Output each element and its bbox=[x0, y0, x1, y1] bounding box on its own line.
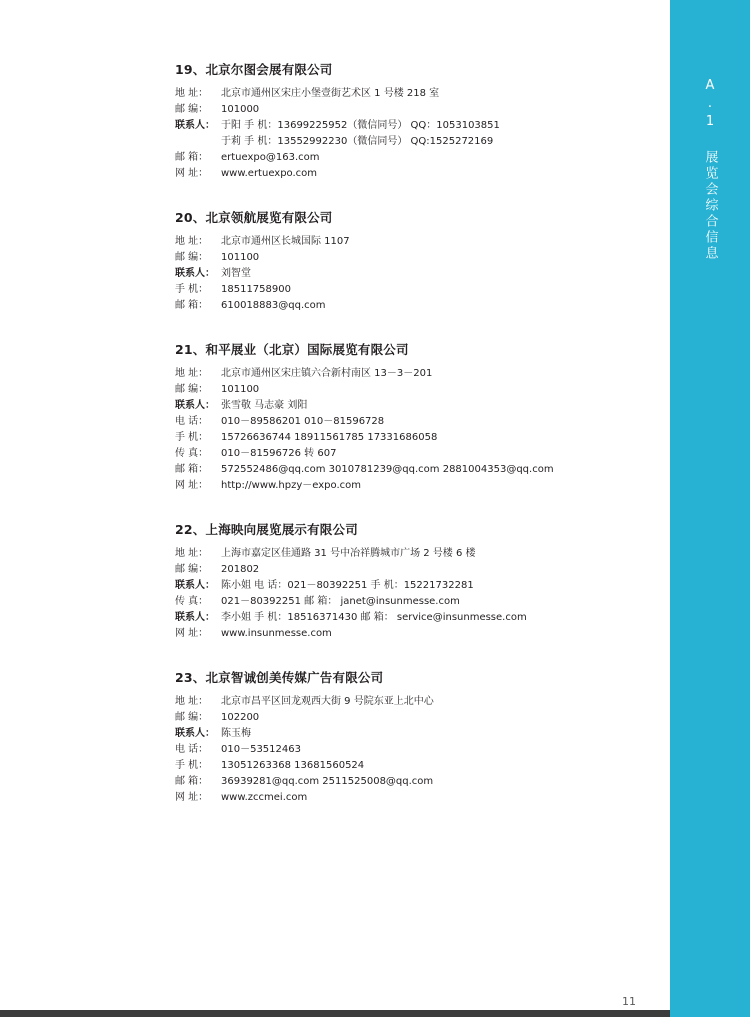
entry-field-label: 手 机： bbox=[175, 432, 209, 443]
entry-field bbox=[175, 546, 595, 562]
entry-field-label: 地 址： bbox=[175, 696, 209, 707]
entry-field-value: 102200 bbox=[221, 712, 260, 723]
entry-field bbox=[175, 790, 595, 806]
entry-field-label: 传 真： bbox=[175, 448, 209, 459]
entry-field-value: 010－89586201 010－81596728 bbox=[221, 416, 385, 427]
entry-field bbox=[175, 266, 595, 282]
entry-field-label: 邮 编： bbox=[175, 252, 209, 263]
entry-field bbox=[175, 382, 595, 398]
entry-field-value: 北京市昌平区回龙观西大街 9 号院东亚上北中心 bbox=[221, 696, 434, 707]
entry-field-value: 610018883@qq.com bbox=[221, 300, 326, 311]
entry-field bbox=[175, 478, 595, 494]
entry-field-label: 联系人： bbox=[175, 580, 215, 591]
entry-field bbox=[175, 446, 595, 462]
entry-title: 20、北京领航展览有限公司 bbox=[175, 210, 333, 225]
entry-field-value: http://www.hpzy－expo.com bbox=[221, 480, 362, 491]
entry-field bbox=[175, 366, 595, 382]
entry-field-value: 陈玉梅 bbox=[221, 728, 251, 739]
entry-field bbox=[175, 742, 595, 758]
entry-field bbox=[175, 578, 595, 594]
entry-field-value: 于莉 手 机：13552992230（微信同号） QQ:1525272169 bbox=[221, 136, 494, 147]
entry-field bbox=[175, 462, 595, 478]
entry-title: 22、上海映向展览展示有限公司 bbox=[175, 522, 358, 537]
directory-entry bbox=[175, 668, 595, 806]
entry-field-value: ertuexpo@163.com bbox=[221, 152, 320, 163]
entry-field bbox=[175, 430, 595, 446]
entry-field-value: www.ertuexpo.com bbox=[221, 168, 318, 179]
entry-field bbox=[175, 86, 595, 102]
entry-field-label: 地 址： bbox=[175, 548, 209, 559]
entry-field-label: 网 址： bbox=[175, 480, 209, 491]
entry-field-label: 邮 编： bbox=[175, 712, 209, 723]
entry-field bbox=[175, 102, 595, 118]
entry-field-label: 邮 编： bbox=[175, 384, 209, 395]
directory-entry bbox=[175, 520, 595, 642]
entry-field-label: 手 机： bbox=[175, 284, 209, 295]
entry-field-value: 于阳 手 机：13699225952（微信同号） QQ：1053103851 bbox=[221, 120, 500, 131]
entry-field-value: 572552486@qq.com 3010781239@qq.com 2881004353@qq.com bbox=[221, 464, 554, 475]
entry-field-value: 北京市通州区宋庄镇六合新村南区 13－3－201 bbox=[221, 368, 433, 379]
entry-field-value: 101100 bbox=[221, 252, 260, 263]
entry-field-label: 网 址： bbox=[175, 792, 209, 803]
entry-field bbox=[175, 774, 595, 790]
entry-field bbox=[175, 398, 595, 414]
entry-field-value: 张雪敬 马志豪 刘阳 bbox=[221, 400, 308, 411]
entry-field-value: 201802 bbox=[221, 564, 260, 575]
directory-entry bbox=[175, 340, 595, 494]
entry-field-label: 手 机： bbox=[175, 760, 209, 771]
directory-entry bbox=[175, 60, 595, 182]
entry-field-value: 陈小姐 电 话：021－80392251 手 机：15221732281 bbox=[221, 580, 474, 591]
entry-field bbox=[175, 758, 595, 774]
entry-field bbox=[175, 282, 595, 298]
entry-field-label: 电 话： bbox=[175, 744, 209, 755]
entry-field bbox=[175, 250, 595, 266]
entry-field-label: 地 址： bbox=[175, 88, 209, 99]
entry-field bbox=[175, 134, 595, 150]
entry-title: 21、和平展业（北京）国际展览有限公司 bbox=[175, 342, 409, 357]
entry-field-value: 101000 bbox=[221, 104, 260, 115]
entry-field bbox=[175, 694, 595, 710]
entry-field-value: 上海市嘉定区佳通路 31 号中冶祥腾城市广场 2 号楼 6 楼 bbox=[221, 548, 476, 559]
entry-field-label: 联系人： bbox=[175, 728, 215, 739]
entry-field bbox=[175, 166, 595, 182]
entry-title: 23、北京智诚创美传媒广告有限公司 bbox=[175, 670, 384, 685]
entry-field-label: 电 话： bbox=[175, 416, 209, 427]
entry-field-value: 36939281@qq.com 2511525008@qq.com bbox=[221, 776, 434, 787]
footer-strip bbox=[0, 1010, 750, 1017]
entry-field-value: 010－53512463 bbox=[221, 744, 301, 755]
footer-strip-accent bbox=[670, 1010, 750, 1017]
entry-field-value: 刘智堂 bbox=[221, 268, 251, 279]
entry-field-label: 地 址： bbox=[175, 236, 209, 247]
entry-field bbox=[175, 234, 595, 250]
entry-field-label: 网 址： bbox=[175, 628, 209, 639]
entry-field-value: 北京市通州区宋庄小堡壹街艺术区 1 号楼 218 室 bbox=[221, 88, 440, 99]
entry-field-label: 邮 箱： bbox=[175, 300, 209, 311]
entry-field-value: www.zccmei.com bbox=[221, 792, 308, 803]
section-sidebar bbox=[670, 0, 750, 1010]
entry-field-label: 邮 箱： bbox=[175, 152, 209, 163]
entry-field-label: 联系人： bbox=[175, 120, 215, 131]
entry-field-value: www.insunmesse.com bbox=[221, 628, 332, 639]
entry-field-value: 101100 bbox=[221, 384, 260, 395]
entry-field bbox=[175, 150, 595, 166]
entry-field-label: 邮 箱： bbox=[175, 776, 209, 787]
entry-field bbox=[175, 562, 595, 578]
entry-field bbox=[175, 118, 595, 134]
directory-entry bbox=[175, 208, 595, 314]
entry-field-value: 15726636744 18911561785 17331686058 bbox=[221, 432, 438, 443]
entry-field-label: 联系人： bbox=[175, 400, 215, 411]
entry-field bbox=[175, 710, 595, 726]
entry-field-value: 18511758900 bbox=[221, 284, 291, 295]
entry-field-label: 传 真： bbox=[175, 596, 209, 607]
entry-field-value: 021－80392251 邮 箱： janet@insunmesse.com bbox=[221, 596, 460, 607]
entry-field-label: 网 址： bbox=[175, 168, 209, 179]
entry-field bbox=[175, 726, 595, 742]
entry-field-label: 邮 编： bbox=[175, 564, 209, 575]
entry-field-value: 李小姐 手 机：18516371430 邮 箱： service@insunmesse.com bbox=[221, 612, 527, 623]
entry-field-label: 地 址： bbox=[175, 368, 209, 379]
directory-listing bbox=[175, 60, 595, 832]
entry-field-value: 010－81596726 转 607 bbox=[221, 448, 337, 459]
entry-field-label: 联系人： bbox=[175, 612, 215, 623]
entry-field bbox=[175, 626, 595, 642]
entry-field bbox=[175, 414, 595, 430]
entry-field-label: 邮 编： bbox=[175, 104, 209, 115]
page-number: 11 bbox=[622, 995, 636, 1008]
entry-field-value: 北京市通州区长城国际 1107 bbox=[221, 236, 350, 247]
section-sidebar-label: A.1 展览会综合信息 bbox=[702, 78, 718, 262]
entry-field-value: 13051263368 13681560524 bbox=[221, 760, 365, 771]
entry-field-label: 邮 箱： bbox=[175, 464, 209, 475]
entry-title: 19、北京尔图会展有限公司 bbox=[175, 62, 333, 77]
entry-field bbox=[175, 610, 595, 626]
entry-field bbox=[175, 594, 595, 610]
entry-field-label: 联系人： bbox=[175, 268, 215, 279]
entry-field bbox=[175, 298, 595, 314]
